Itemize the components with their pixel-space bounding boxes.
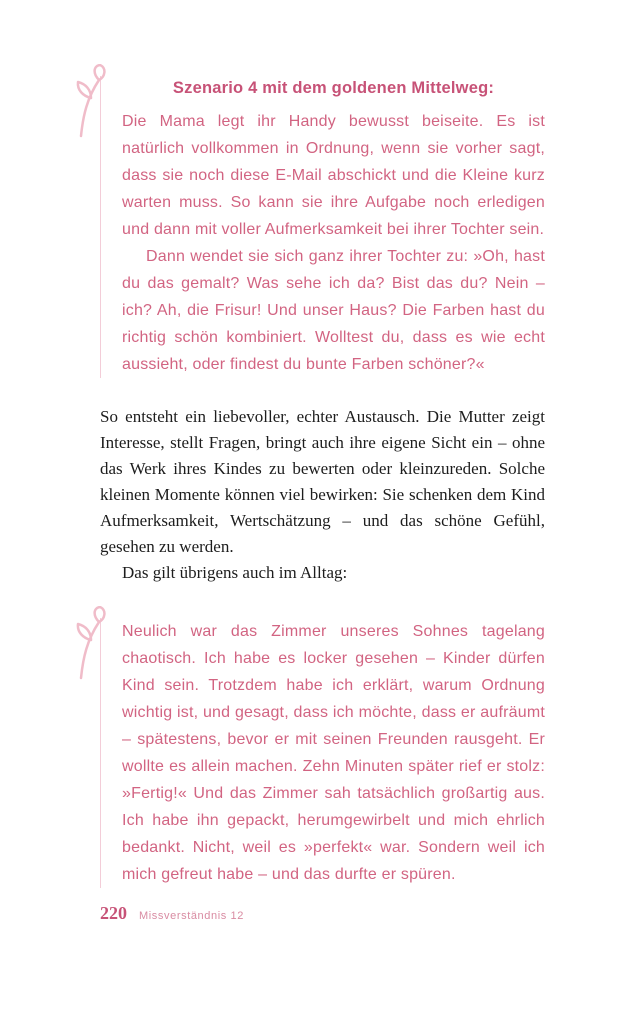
chapter-label: Missverständnis 12	[139, 910, 244, 922]
page-footer	[100, 903, 244, 924]
page-number: 220	[100, 903, 127, 923]
quote-paragraph: Dann wendet sie sich ganz ihrer Tochter zu: »Oh, hast du das gemalt? Was sehe ich da? Bist das du? Nein – ich? Ah, die Frisur! Und unser Haus? Die Farben hast du richtig schön kombiniert. Wolltest du, dass es wie echt aussieht, oder findest du bunte Farben schöner?«	[122, 248, 545, 373]
leaf-branch-icon	[67, 606, 111, 680]
body-paragraph: Das gilt übrigens auch im Alltag:	[122, 563, 348, 582]
anecdote-quote-block	[100, 618, 545, 888]
scenario-heading: Szenario 4 mit dem goldenen Mittelweg:	[172, 79, 495, 97]
scenario-quote-block	[100, 76, 545, 378]
quote-paragraph: Neulich war das Zimmer unseres Sohnes tagelang chaotisch. Ich habe es locker gesehen – Kinder dürfen Kind sein. Trotzdem habe ich erklärt, warum Ordnung wichtig ist, und gesagt, dass ich möchte, dass er aufräumt – spätestens, bevor er mit seinen Freunden rausgeht. Er wollte es allein machen. Zehn Minuten später rief er stolz: »Fertig!« Und das Zimmer sah tatsächlich großartig aus. Ich habe ihn gepackt, herumgewirbelt und mich ehrlich bedankt. Nicht, weil es »perfekt« war. Sondern weil ich mich gefreut habe – und das durfte er spüren.	[122, 623, 545, 883]
body-paragraph: So entsteht ein liebevoller, echter Austausch. Die Mutter zeigt Interesse, stellt Fragen, bringt auch ihre eigene Sicht ein – ohne das Werk ihres Kindes zu bewerten oder kleinzureden. Solche kleinen Momente können viel bewirken: Sie schenken dem Kind Aufmerksamkeit, Wertschätzung – und das schöne Gefühl, gesehen zu werden.	[100, 407, 545, 556]
leaf-branch-icon	[67, 64, 111, 138]
quote-paragraph: Die Mama legt ihr Handy bewusst beiseite. Es ist natürlich vollkommen in Ordnung, wenn sie vorher sagt, dass sie noch diese E-Mail abschickt und die Kleine kurz warten muss. So kann sie ihre Aufgabe noch erledigen und dann mit voller Aufmerksamkeit bei ihrer Tochter sein.	[122, 113, 545, 238]
body-text-section	[100, 404, 545, 586]
